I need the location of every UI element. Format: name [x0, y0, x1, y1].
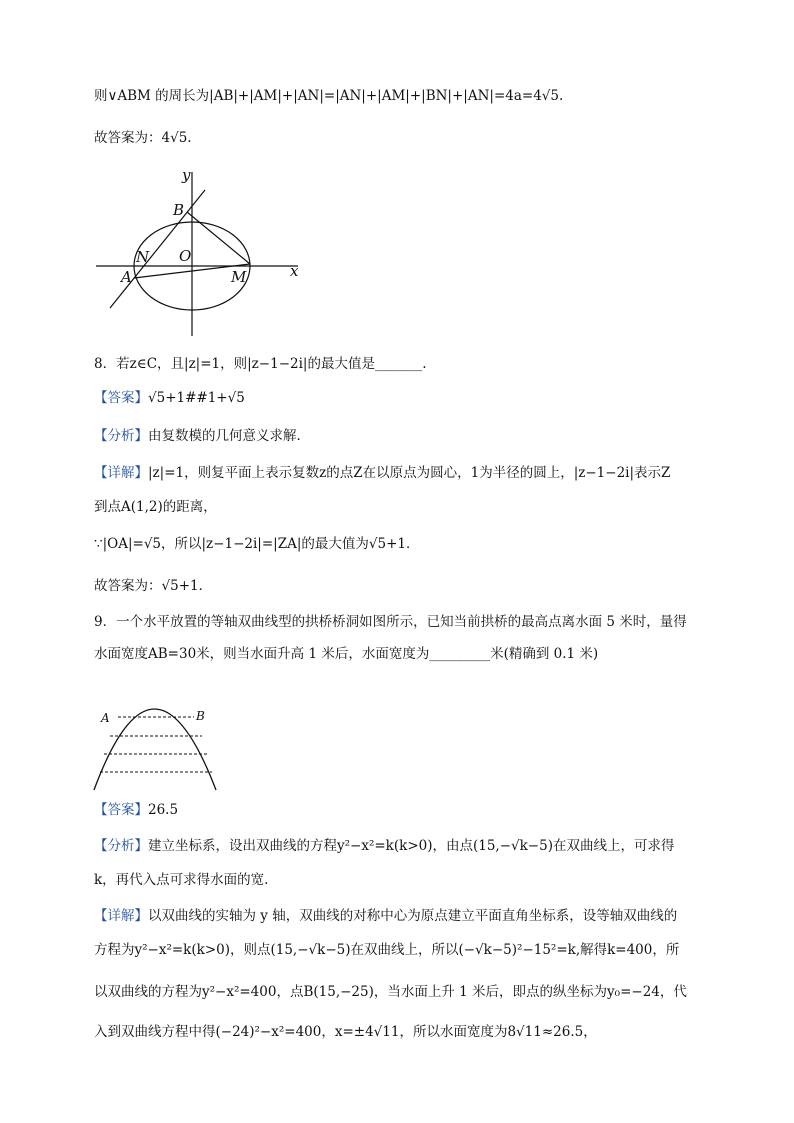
label-m: M	[231, 268, 247, 286]
answer-text: √5+1##1+√5	[148, 390, 245, 406]
analysis-tag: 【分析】	[94, 838, 148, 854]
label-x: x	[290, 262, 299, 280]
label-n: N	[136, 248, 150, 266]
analysis-line	[94, 836, 674, 856]
detail-line	[94, 463, 670, 483]
line-bm	[187, 212, 250, 264]
text-line: 故答案为：√5+1．	[94, 578, 213, 594]
text-line: k，再代入点可求得水面的宽.	[94, 872, 269, 888]
text-line: ∵|OA|=√5，所以|z−1−2i|=|ZA|的最大值为√5+1．	[94, 536, 420, 552]
answer-tag: 【答案】	[94, 390, 148, 406]
text-line: 以双曲线的方程为y²−x²=400，点B(15,−25)，当水面上升 1 米后，即点的纵坐标为y₀=−24，代	[94, 984, 687, 1000]
answer-line	[94, 388, 245, 408]
label-y: y	[182, 166, 191, 184]
text-line: 则∨ABM 的周长为|AB|+|AM|+|AN|=|AN|+|AM|+|BN|+|AN|=4a=4√5.	[94, 88, 564, 104]
ellipse-figure	[90, 160, 310, 340]
arch-bridge-figure	[88, 668, 228, 794]
detail-line	[94, 906, 677, 926]
analysis-text: 建立坐标系，设出双曲线的方程y²−x²=k(k>0)，由点(15,−√k−5)在双曲线上，可求得	[148, 838, 675, 854]
detail-text: 以双曲线的实轴为 y 轴，双曲线的对称中心为原点建立平面直角坐标系，设等轴双曲线的	[148, 908, 678, 924]
text-line: 8．若z∈C，且|z|=1，则|z−1−2i|的最大值是_______.	[94, 356, 427, 372]
label-a: A	[101, 711, 110, 725]
answer-text: 26.5	[148, 802, 179, 818]
label-o: O	[179, 247, 192, 265]
detail-tag: 【详解】	[94, 465, 148, 481]
text-line: 方程为y²−x²=k(k>0)，则点(15,−√k−5)在双曲线上，所以(−√k−5)²−15²=k,解得k=400，所	[94, 942, 680, 958]
label-b: B	[173, 201, 185, 219]
label-a: A	[121, 268, 132, 286]
analysis-line	[94, 426, 310, 446]
text-line: 故答案为：4√5.	[94, 130, 192, 146]
label-b: B	[196, 709, 205, 723]
text-line: 入到双曲线方程中得(−24)²−x²=400，x=±4√11，所以水面宽度为8√11≈26.5，	[94, 1024, 597, 1040]
text-line: 水面宽度AB=30米，则当水面升高 1 米后，水面宽度为_________米(精确到 0.1 米)	[94, 646, 599, 662]
analysis-tag: 【分析】	[94, 428, 148, 444]
answer-tag: 【答案】	[94, 802, 148, 818]
detail-text: |z|=1，则复平面上表示复数z的点Z在以原点为圆心，1为半径的圆上，|z−1−2i|表示Z	[148, 465, 671, 481]
analysis-text: 由复数模的几何意义求解．	[148, 428, 310, 444]
detail-tag: 【详解】	[94, 908, 148, 924]
text-line: 到点A(1,2)的距离，	[94, 499, 217, 515]
answer-line	[94, 800, 178, 820]
text-line: 9．一个水平放置的等轴双曲线型的拱桥桥洞如图所示，已知当前拱桥的最高点离水面 5 米时，量得	[94, 614, 687, 630]
